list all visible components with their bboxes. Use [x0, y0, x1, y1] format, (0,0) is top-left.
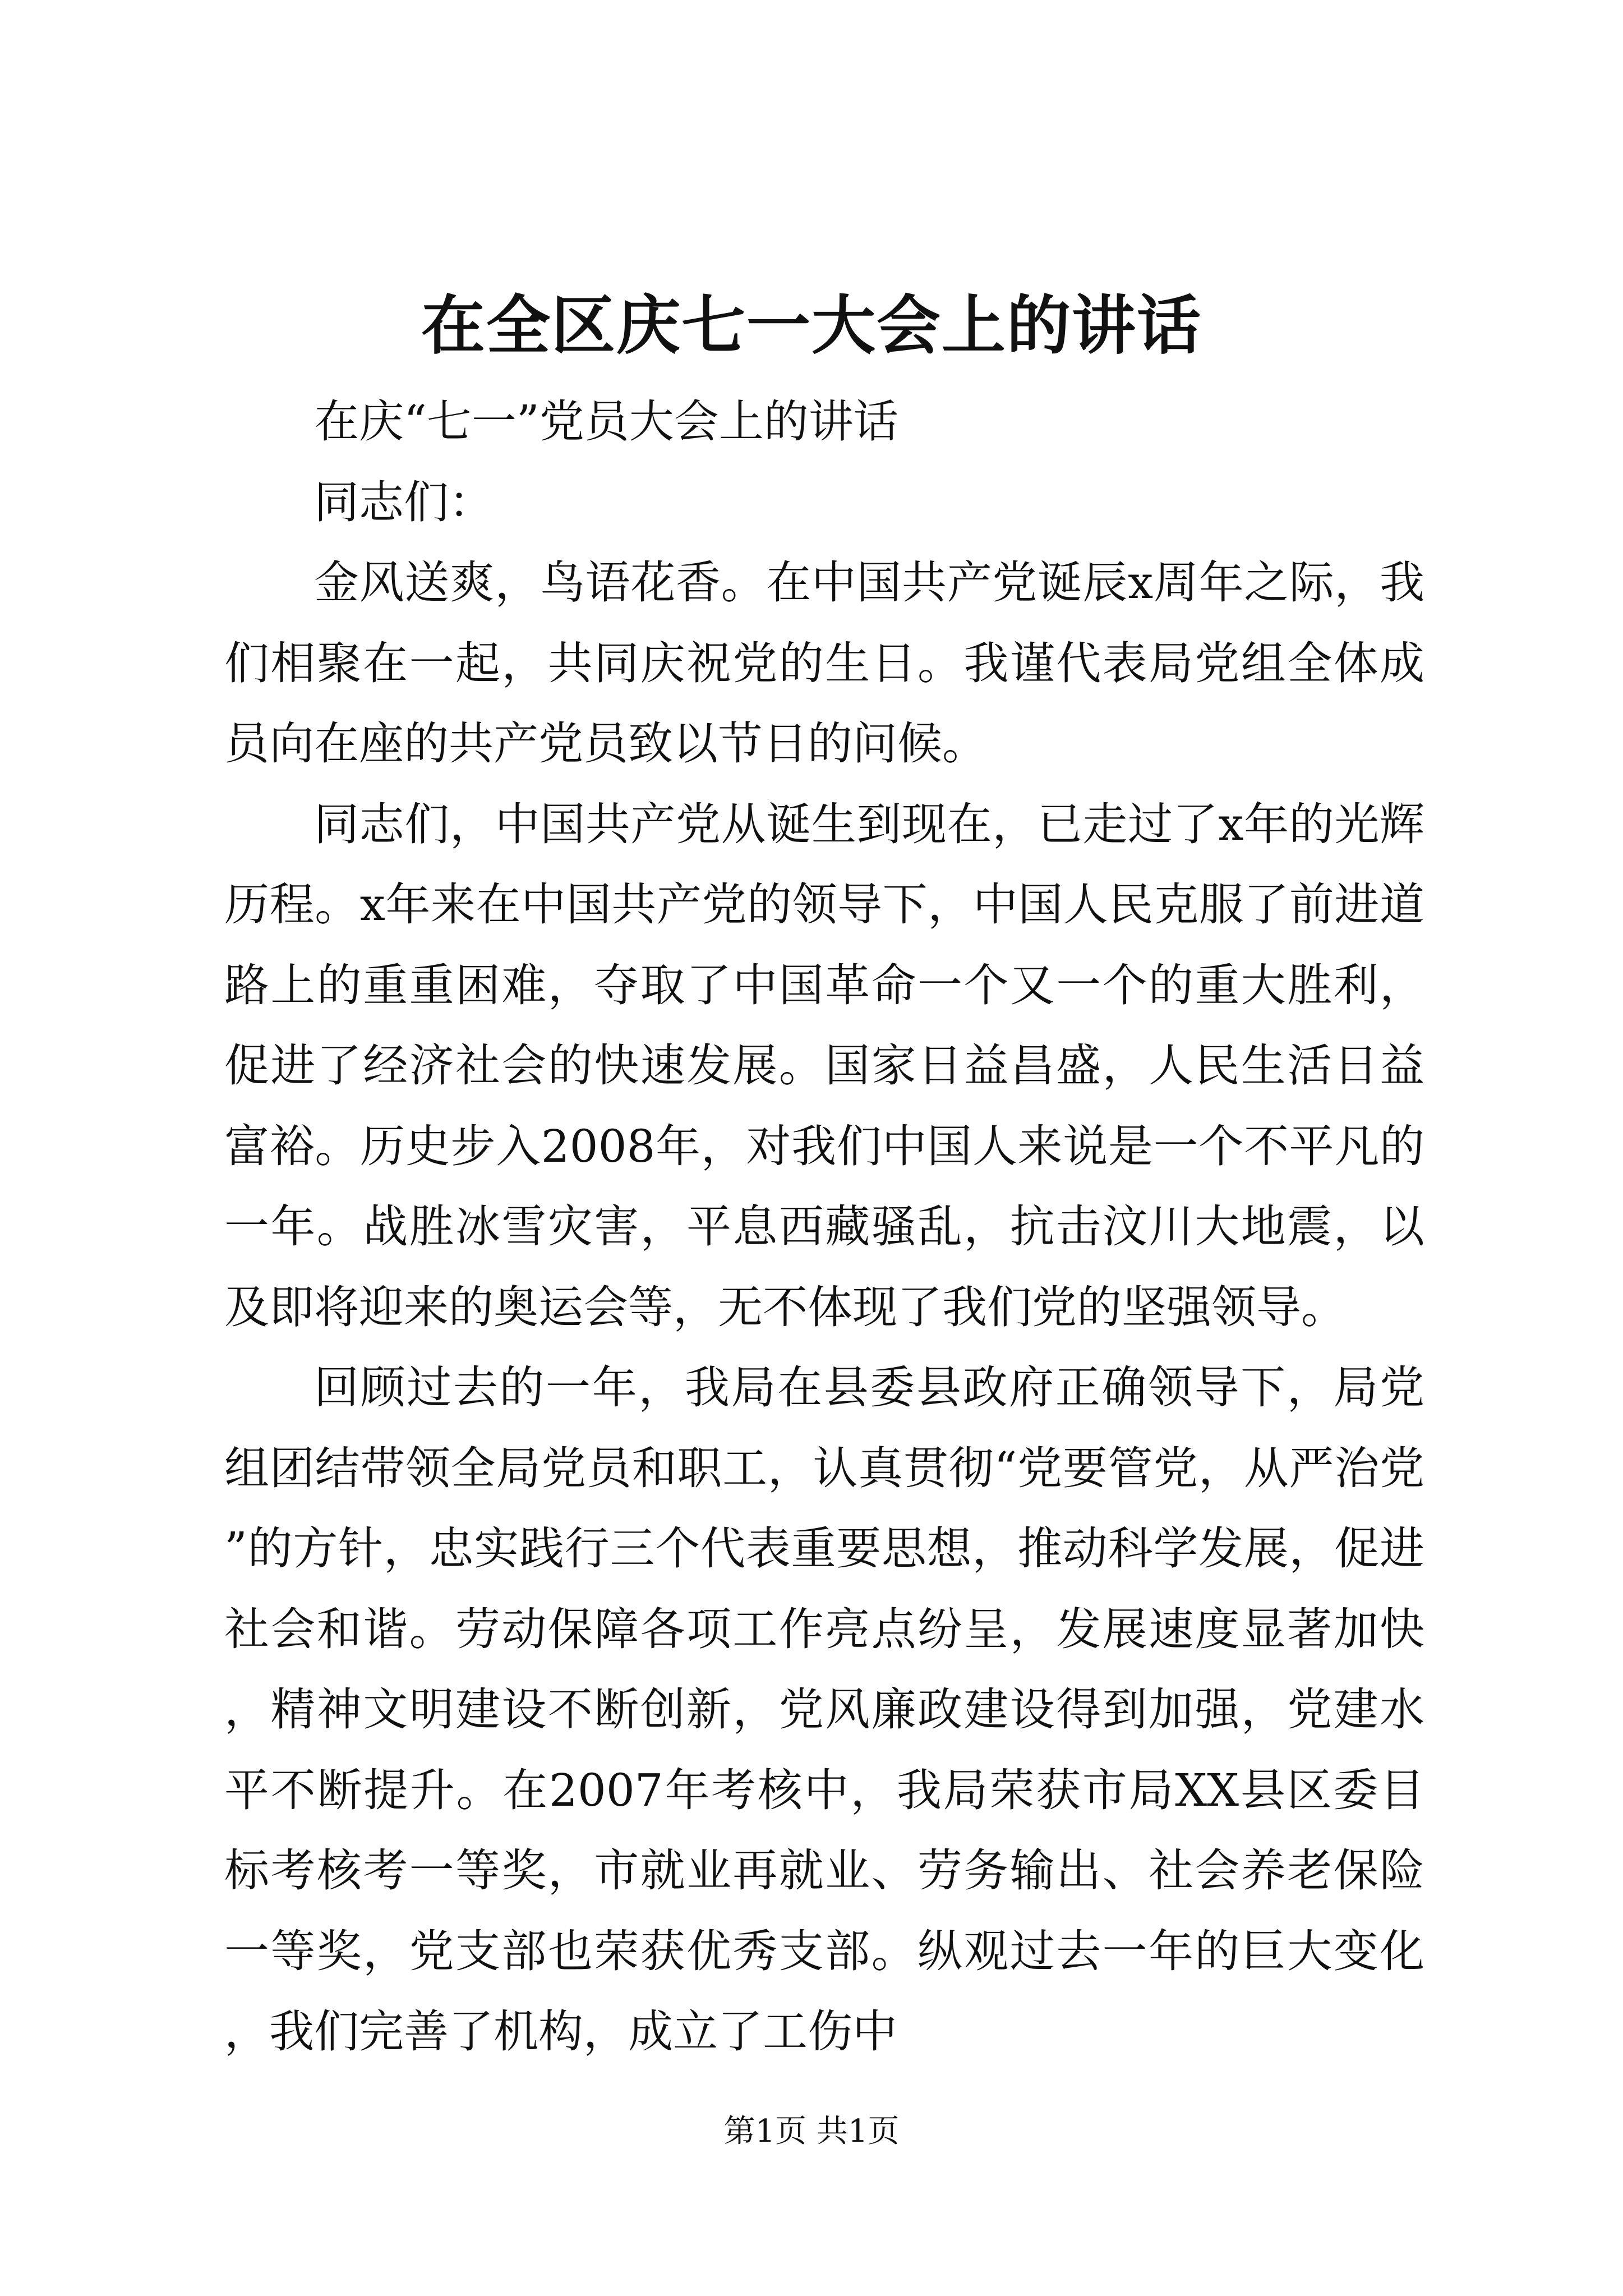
body-paragraph: 回顾过去的一年，我局在县委县政府正确领导下，局党组团结带领全局党员和职工，认真贯彻“党要管党，从严治党”的方针，忠实践行三个代表重要思想，推动科学发展，促进社会和谐。劳动保障各项工作亮点纷呈，发展速度显著加快，精神文明建设不断创新，党风廉政建设得到加强，党建水平不断提升。在2007年考核中，我局荣获市局XX县区委目标考核考一等奖，市就业再就业、劳务输出、社会养老保险一等奖，党支部也荣获优秀支部。纵观过去一年的巨大变化，我们完善了机构，成立了工伤中 [224, 1361, 1424, 2058]
document-body [224, 381, 1424, 2072]
page-footer: 第1页 共1页 [723, 2113, 900, 2150]
body-paragraph: 同志们，中国共产党从诞生到现在，已走过了x年的光辉历程。x年来在中国共产党的领导下，中国人民克服了前进道路上的重重困难，夺取了中国革命一个又一个的重大胜利，促进了经济社会的快速发展。国家日益昌盛，人民生活日益富裕。历史步入2008年，对我们中国人来说是一个不平凡的一年。战胜冰雪灾害，平息西藏骚乱，抗击汶川大地震，以及即将迎来的奥运会等，无不体现了我们党的坚强领导。 [224, 798, 1424, 1333]
document-title: 在全区庆七一大会上的讲话 [421, 288, 1202, 363]
subtitle-paragraph: 在庆“七一”党员大会上的讲话 [314, 395, 898, 448]
salutation-paragraph: 同志们： [314, 476, 494, 528]
body-paragraph: 金风送爽，鸟语花香。在中国共产党诞辰x周年之际，我们相聚在一起，共同庆祝党的生日。我谨代表局党组全体成员向在座的共产党员致以节日的问候。 [224, 556, 1424, 770]
